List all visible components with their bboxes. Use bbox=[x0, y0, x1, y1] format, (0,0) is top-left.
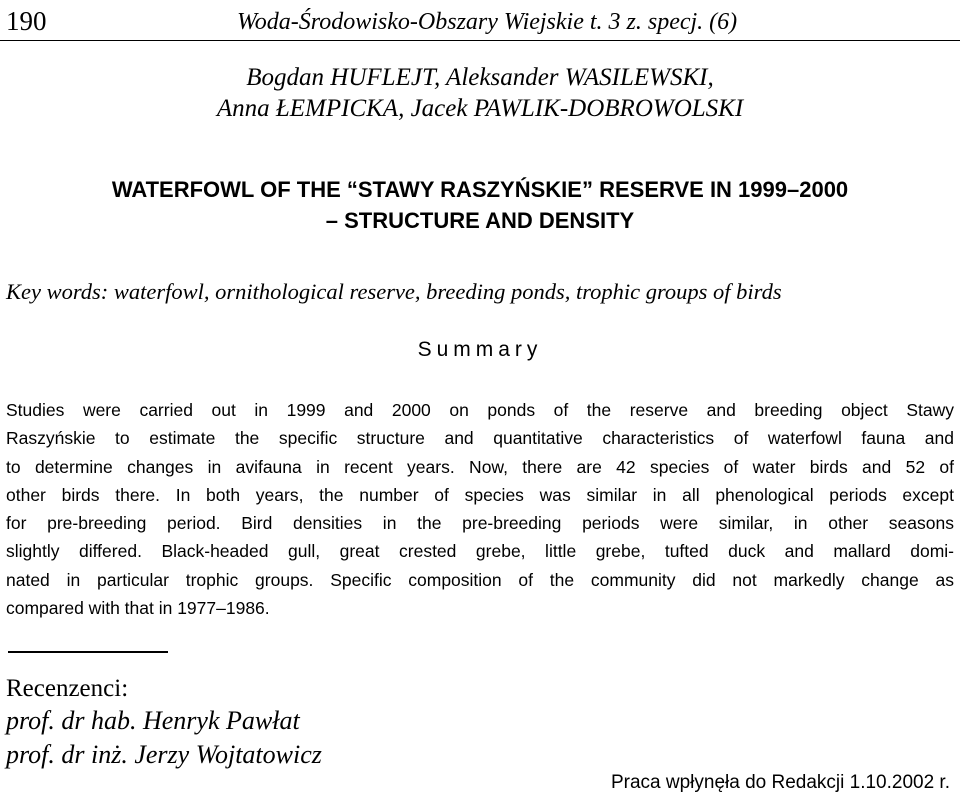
summary-line: compared with that in 1977–1986. bbox=[6, 598, 270, 619]
summary-line: Studies were carried out in 1999 and 2000 on ponds of the reserve and breeding object Stawy bbox=[6, 400, 954, 420]
summary-heading: Summary bbox=[417, 338, 543, 361]
authors-line-2: Anna ŁEMPICKA, Jacek PAWLIK-DOBROWOLSKI bbox=[216, 95, 744, 122]
summary-text bbox=[6, 396, 954, 622]
received-date-note: Praca wpłynęła do Redakcji 1.10.2002 r. bbox=[610, 772, 950, 793]
article-title-line-2: – STRUCTURE AND DENSITY bbox=[325, 208, 635, 233]
authors-line-1: Bogdan HUFLEJT, Aleksander WASILEWSKI, bbox=[246, 64, 714, 91]
running-header bbox=[0, 4, 960, 41]
summary-line: to determine changes in avifauna in recent years. Now, there are 42 species of water birds and 52 of bbox=[6, 456, 954, 477]
reviewer-name: prof. dr hab. Henryk Pawłat bbox=[6, 706, 300, 735]
article-title-line-1: WATERFOWL OF THE “STAWY RASZYŃSKIE” RESERVE IN 1999–2000 bbox=[111, 177, 849, 202]
summary-line: Raszyńskie to estimate the specific structure and quantitative characteristics of waterfowl fauna and bbox=[6, 428, 954, 449]
keywords: Key words: waterfowl, ornithological reserve, breeding ponds, trophic groups of birds bbox=[6, 279, 782, 304]
summary-line: other birds there. In both years, the number of species was similar in all phenological periods except bbox=[6, 484, 954, 505]
article-title bbox=[0, 174, 960, 236]
authors bbox=[0, 62, 960, 124]
page-number: 190 bbox=[6, 6, 47, 36]
summary-line: nated in particular trophic groups. Specific composition of the community did not markedly change as bbox=[6, 569, 954, 590]
reviewers-label: Recenzenci: bbox=[6, 675, 129, 702]
footnote-separator bbox=[8, 651, 168, 653]
summary-line: slightly differed. Black-headed gull, great crested grebe, little grebe, tufted duck and mallard domi- bbox=[6, 541, 954, 562]
reviewer-name: prof. dr inż. Jerzy Wojtatowicz bbox=[6, 740, 322, 769]
summary-line: for pre-breeding period. Bird densities in the pre-breeding periods were similar, in other seasons bbox=[6, 513, 954, 534]
journal-title: Woda-Środowisko-Obszary Wiejskie t. 3 z. specj. (6) bbox=[237, 9, 738, 35]
